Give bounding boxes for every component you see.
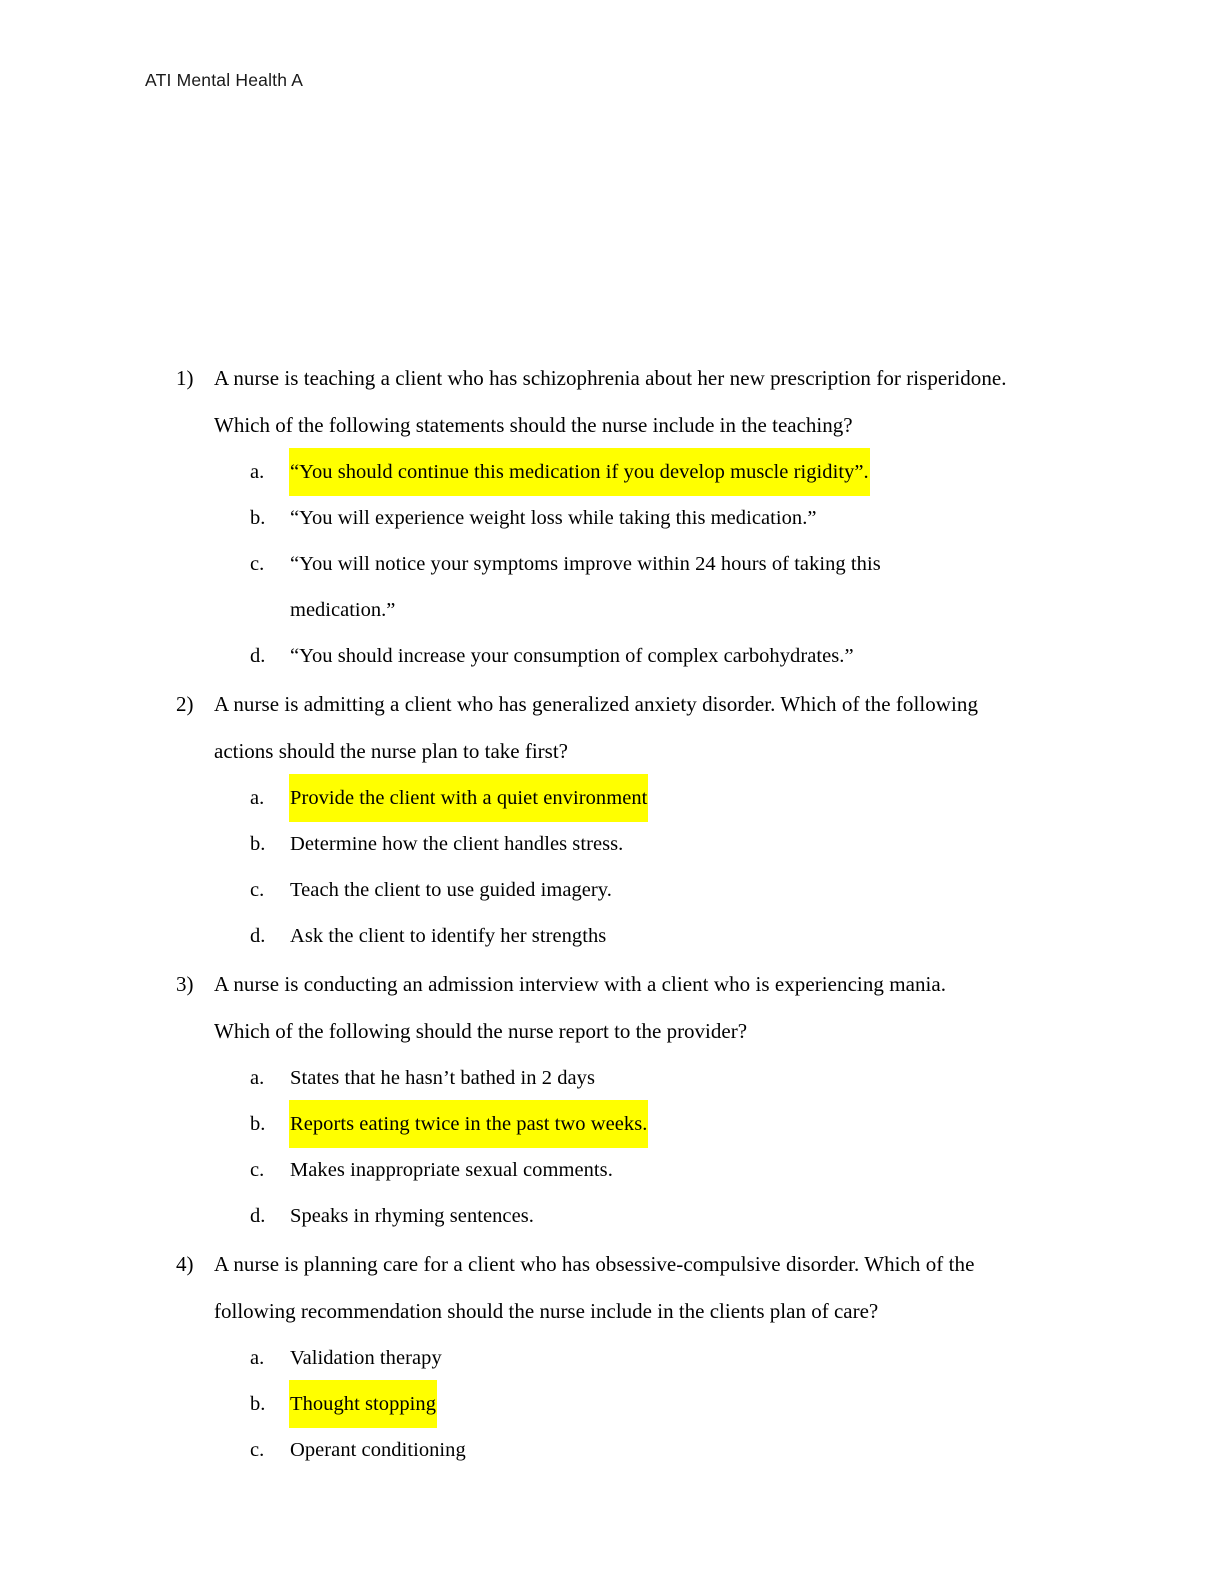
- answer-letter: a.: [250, 787, 265, 809]
- answer-list: [170, 775, 1070, 959]
- answer-letter: a.: [250, 1347, 265, 1369]
- question-text-continued: Which of the following should the nurse report to the provider?: [214, 1019, 748, 1043]
- answer-option[interactable]: [170, 495, 1070, 541]
- answer-text: Validation therapy: [290, 1347, 442, 1369]
- answer-option[interactable]: [170, 1381, 1070, 1427]
- question-item: [170, 681, 1070, 959]
- question-list: [170, 355, 1070, 1475]
- answer-text: “You will notice your symptoms improve within 24 hours of taking this: [290, 553, 881, 575]
- answer-letter: c.: [250, 879, 265, 901]
- answer-text: “You will experience weight loss while taking this medication.”: [290, 507, 817, 529]
- question-item: [170, 1241, 1070, 1473]
- question-number: 1): [176, 366, 194, 390]
- answer-text: Operant conditioning: [290, 1439, 466, 1461]
- question-text: A nurse is conducting an admission interview with a client who is experiencing mania.: [214, 972, 947, 996]
- answer-text: Provide the client with a quiet environment: [290, 775, 647, 821]
- question-number: 3): [176, 972, 194, 996]
- answer-text: Ask the client to identify her strengths: [290, 925, 607, 947]
- question-text: A nurse is teaching a client who has schizophrenia about her new prescription for risperidone.: [214, 366, 1007, 390]
- question-text: A nurse is planning care for a client who has obsessive-compulsive disorder. Which of the: [214, 1252, 975, 1276]
- question-number: 2): [176, 692, 194, 716]
- answer-letter: b.: [250, 833, 266, 855]
- answer-option[interactable]: [170, 913, 1070, 959]
- answer-text: “You should increase your consumption of complex carbohydrates.”: [290, 645, 854, 667]
- answer-option[interactable]: [170, 1101, 1070, 1147]
- answer-option[interactable]: [170, 1335, 1070, 1381]
- answer-letter: d.: [250, 1205, 266, 1227]
- answer-letter: d.: [250, 925, 266, 947]
- question-text-continued: following recommendation should the nurse include in the clients plan of care?: [214, 1299, 879, 1323]
- question-text: A nurse is admitting a client who has generalized anxiety disorder. Which of the following: [214, 692, 979, 716]
- page-header: ATI Mental Health A: [145, 70, 304, 90]
- answer-letter: c.: [250, 1439, 265, 1461]
- answer-option[interactable]: [170, 449, 1070, 495]
- answer-text: Makes inappropriate sexual comments.: [290, 1159, 613, 1181]
- answer-letter: d.: [250, 645, 266, 667]
- answer-text: Determine how the client handles stress.: [290, 833, 624, 855]
- answer-letter: b.: [250, 1113, 266, 1135]
- answer-option[interactable]: [170, 1193, 1070, 1239]
- answer-option[interactable]: [170, 1147, 1070, 1193]
- answer-option[interactable]: [170, 541, 1070, 587]
- question-text-continued: actions should the nurse plan to take first?: [214, 739, 568, 763]
- answer-text: States that he hasn’t bathed in 2 days: [290, 1067, 595, 1089]
- question-item: [170, 961, 1070, 1239]
- answer-text: Speaks in rhyming sentences.: [290, 1205, 534, 1227]
- answer-letter: c.: [250, 553, 265, 575]
- question-number: 4): [176, 1252, 194, 1276]
- answer-text: Teach the client to use guided imagery.: [290, 879, 612, 901]
- question-item: [170, 355, 1070, 679]
- answer-option[interactable]: [170, 775, 1070, 821]
- answer-letter: b.: [250, 1393, 266, 1415]
- answer-list: [170, 449, 1070, 679]
- answer-text: “You should continue this medication if you develop muscle rigidity”.: [290, 449, 869, 495]
- answer-letter: a.: [250, 461, 265, 483]
- answer-list: [170, 1335, 1070, 1473]
- answer-text: Thought stopping: [290, 1381, 436, 1427]
- answer-option[interactable]: [170, 633, 1070, 679]
- answer-letter: b.: [250, 507, 266, 529]
- question-text-continued: Which of the following statements should the nurse include in the teaching?: [214, 413, 853, 437]
- answer-list: [170, 1055, 1070, 1239]
- answer-letter: a.: [250, 1067, 265, 1089]
- answer-option[interactable]: [170, 867, 1070, 913]
- answer-text: Reports eating twice in the past two weeks.: [290, 1101, 647, 1147]
- answer-option[interactable]: [170, 1427, 1070, 1473]
- answer-option[interactable]: [170, 1055, 1070, 1101]
- answer-letter: c.: [250, 1159, 265, 1181]
- answer-text-continued: medication.”: [290, 599, 396, 621]
- answer-option[interactable]: [170, 821, 1070, 867]
